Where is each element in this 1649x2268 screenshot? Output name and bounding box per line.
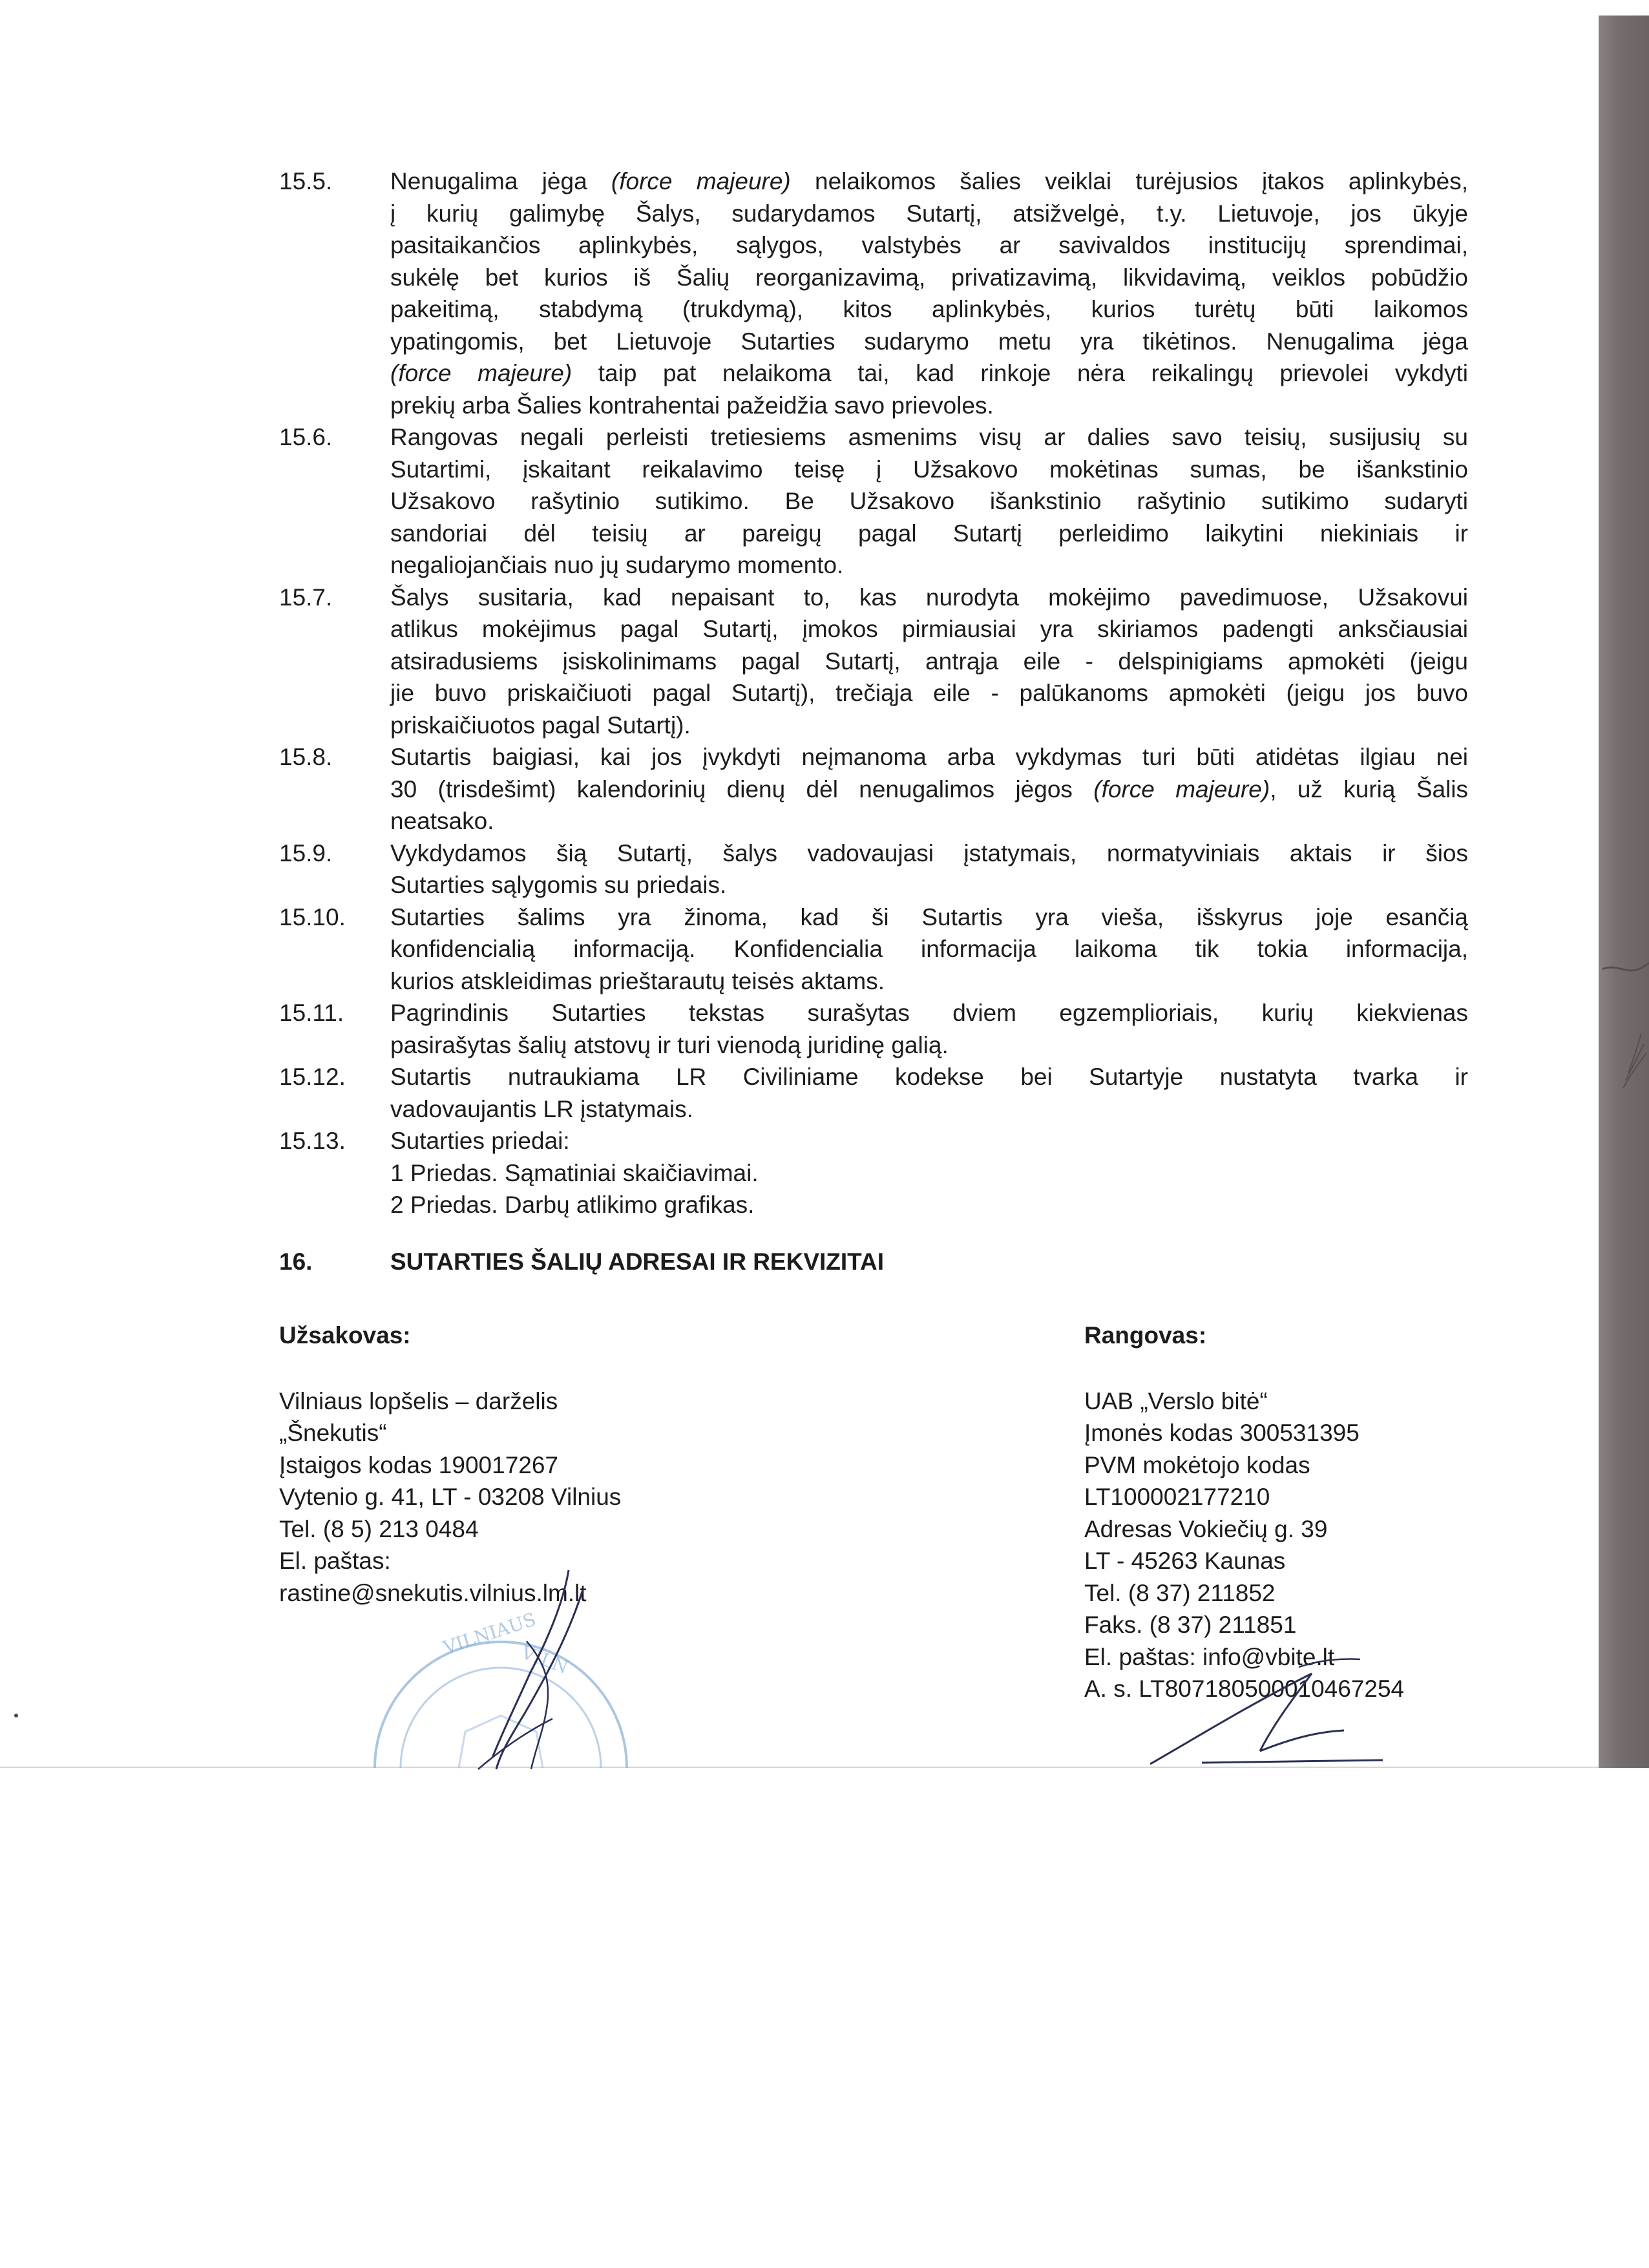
contractor-line: LT - 45263 Kaunas (1084, 1548, 1286, 1574)
clause-text (390, 582, 1468, 742)
clause-line: Rangovas negali perleisti tretiesiems asmenims visų ar dalies savo teisių, susijusių su (390, 424, 1468, 450)
clause-list (279, 165, 1468, 1221)
clause-line: kurios atskleidimas prieštarautų teisės aktams. (390, 967, 885, 994)
clause-line: pasitaikančios aplinkybės, sąlygos, valstybės ar savivaldos institucijų sprendimai, (390, 232, 1468, 258)
contractor-line: Tel. (8 37) 211852 (1084, 1579, 1276, 1606)
clause-line: konfidencialią informaciją. Konfidencialia informacija laikoma tik tokia informacija, (390, 936, 1468, 962)
contractor-line: Faks. (8 37) 211851 (1084, 1612, 1297, 1638)
contractor-line: LT100002177210 (1084, 1484, 1270, 1510)
section-title: SUTARTIES ŠALIŲ ADRESAI IR REKVIZITAI (390, 1248, 885, 1275)
clause-number: 15.13. (279, 1128, 346, 1154)
clause-line: Sutartimi, įskaitant reikalavimo teisę į Užsakovo mokėtinas sumas, be išankstinio (390, 456, 1468, 483)
clause-line: Sutarties šalims yra žinoma, kad ši Sutartis yra vieša, išskyrus joje esančią (390, 903, 1468, 930)
contractor-line: Įmonės kodas 300531395 (1084, 1420, 1360, 1446)
clause-15-10 (279, 901, 1468, 998)
clause-text (390, 1061, 1468, 1125)
section-16-heading (279, 1248, 884, 1276)
svg-text:VILNIAUS: VILNIAUS (440, 1608, 539, 1659)
contractor-signature-icon (1124, 1654, 1396, 1770)
clause-text (390, 421, 1468, 582)
clause-line: Vykdydamos šią Sutartį, šalys vadovaujasi įstatymais, normatyviniais aktais ir šios (390, 839, 1468, 866)
clause-15-13 (279, 1125, 1468, 1221)
clause-line: 30 (trisdešimt) kalendorinių dienų dėl nenugalimos jėgos (force majeure), už kurią Šalis (390, 775, 1469, 803)
clause-15-9 (279, 837, 1468, 901)
clause-line: Nenugalima jėga (force majeure) nelaikomos šalies veiklai turėjusios įtakos aplinkybės, (390, 168, 1468, 194)
customer-email: rastine@snekutis.vilnius.lm.lt (279, 1579, 587, 1606)
binding-scratch-icon (1590, 930, 1649, 1150)
clause-line: į kurių galimybę Šalys, sudarydamos Sutartį, atsižvelgė, t.y. Lietuvoje, jos ūkyje (390, 200, 1468, 227)
clause-text (390, 901, 1468, 998)
force-majeure-term: (force majeure) (390, 360, 572, 386)
customer-line: Vilniaus lopšelis – darželis (279, 1387, 558, 1414)
force-majeure-term: (force majeure) (611, 168, 791, 194)
clause-text (390, 837, 1468, 901)
clause-number: 15.10. (279, 903, 346, 930)
scan-speck (14, 1714, 18, 1717)
clause-number: 15.12. (279, 1064, 346, 1090)
section-number: 16. (279, 1248, 313, 1275)
clause-line: ypatingomis, bet Lietuvoje Sutarties sudarymo metu yra tikėtinos. Nenugalima jėga (390, 328, 1468, 355)
clause-line: pasirašytas šalių atstovų ir turi vienodą juridinę galią. (390, 1031, 949, 1058)
clause-line: sukėlę bet kurios iš Šalių reorganizavimą, privatizavimą, likvidavimą, veiklos pobūdžio (390, 264, 1468, 291)
contractor-line: UAB „Verslo bitė“ (1084, 1387, 1268, 1414)
clause-line: 2 Priedas. Darbų atlikimo grafikas. (390, 1192, 755, 1218)
clause-line: Sutarties priedai: (390, 1128, 570, 1154)
clause-text (390, 165, 1468, 421)
scan-dark-edge (1599, 16, 1649, 1768)
contractor-account: A. s. LT807180500010467254 (1084, 1675, 1405, 1702)
svg-text:VILN: VILN (518, 1641, 571, 1679)
clause-number: 15.5. (279, 168, 333, 194)
clause-line: Šalys susitaria, kad nepaisant to, kas nurodyta mokėjimo pavedimuose, Užsakovui (390, 583, 1468, 611)
contractor-line: Adresas Vokiečių g. 39 (1084, 1515, 1328, 1542)
customer-signature-icon (414, 1564, 607, 1770)
clause-line: pakeitimą, stabdymą (trukdymą), kitos aplinkybės, kurios turėtų būti laikomos (390, 296, 1468, 322)
clause-15-12 (279, 1061, 1468, 1125)
clause-15-11 (279, 997, 1468, 1061)
clause-number: 15.8. (279, 744, 333, 770)
clause-number: 15.9. (279, 839, 333, 866)
clause-line: jie buvo priskaičiuoti pagal Sutartį), trečiąja eile - palūkanoms apmokėti (jeigu jos buvo (390, 680, 1468, 706)
customer-line: „Šnekutis“ (279, 1420, 387, 1446)
clause-line: 1 Priedas. Sąmatiniai skaičiavimai. (390, 1159, 759, 1186)
clause-line: Sutarties sąlygomis su priedais. (390, 872, 727, 898)
force-majeure-term: (force majeure) (1093, 775, 1270, 803)
customer-line: Vytenio g. 41, LT - 03208 Vilnius (279, 1484, 622, 1510)
customer-line: Įstaigos kodas 190017267 (279, 1451, 559, 1478)
contractor-role: Rangovas: (1084, 1322, 1207, 1349)
clause-line: atsiradusiems įsiskolinimams pagal Sutartį, antrąja eile - delspinigiams apmokėti (jeigu (390, 647, 1468, 675)
clause-line: Pagrindinis Sutarties tekstas surašytas dviem egzemplioriais, kurių kiekvienas (390, 1000, 1468, 1026)
clause-15-5 (279, 165, 1468, 421)
clause-15-6 (279, 421, 1468, 582)
clause-text (390, 997, 1468, 1061)
clause-line: vadovaujantis LR įstatymais. (390, 1095, 693, 1122)
clause-number: 15.6. (279, 424, 333, 450)
contractor-line: El. paštas: info@vbite.lt (1084, 1643, 1335, 1670)
customer-line: Tel. (8 5) 213 0484 (279, 1515, 479, 1542)
clause-15-7 (279, 582, 1468, 742)
clause-number: 15.7. (279, 583, 333, 611)
contractor-block (1084, 1319, 1404, 1705)
clause-text (390, 1125, 1468, 1221)
clause-line: Sutartis baigiasi, kai jos įvykdyti neįmanoma arba vykdymas turi būti atidėtas ilgiau nei (390, 744, 1468, 770)
clause-line: priskaičiuotos pagal Sutartį). (390, 711, 691, 739)
clause-text (390, 741, 1468, 837)
clause-line: Užsakovo rašytinio sutikimo. Be Užsakovo išankstinio rašytinio sutikimo sudaryti (390, 488, 1468, 514)
customer-role: Užsakovas: (279, 1322, 411, 1349)
contractor-line: PVM mokėtojo kodas (1084, 1451, 1310, 1478)
clause-line: Sutartis nutraukiama LR Civiliniame kodekse bei Sutartyje nustatyta tvarka ir (390, 1064, 1468, 1090)
clause-line: sandoriai dėl teisių ar pareigų pagal Sutartį perleidimo laikytini niekiniais ir (390, 520, 1468, 547)
clause-line: neatsako. (390, 808, 494, 834)
customer-line: El. paštas: (279, 1548, 391, 1574)
clause-line: prekių arba Šalies kontrahentai pažeidžia savo prievoles. (390, 392, 994, 419)
clause-line: negaliojančiais nuo jų sudarymo momento. (390, 552, 844, 578)
clause-line: (force majeure) taip pat nelaikoma tai, kad rinkoje nėra reikalingų prievolei vykdyti (390, 360, 1468, 386)
clause-15-8 (279, 741, 1468, 837)
clause-line: atlikus mokėjimus pagal Sutartį, įmokos pirmiausiai yra skiriamos padengti anksčiausiai (390, 616, 1468, 642)
clause-number: 15.11. (279, 1000, 344, 1026)
